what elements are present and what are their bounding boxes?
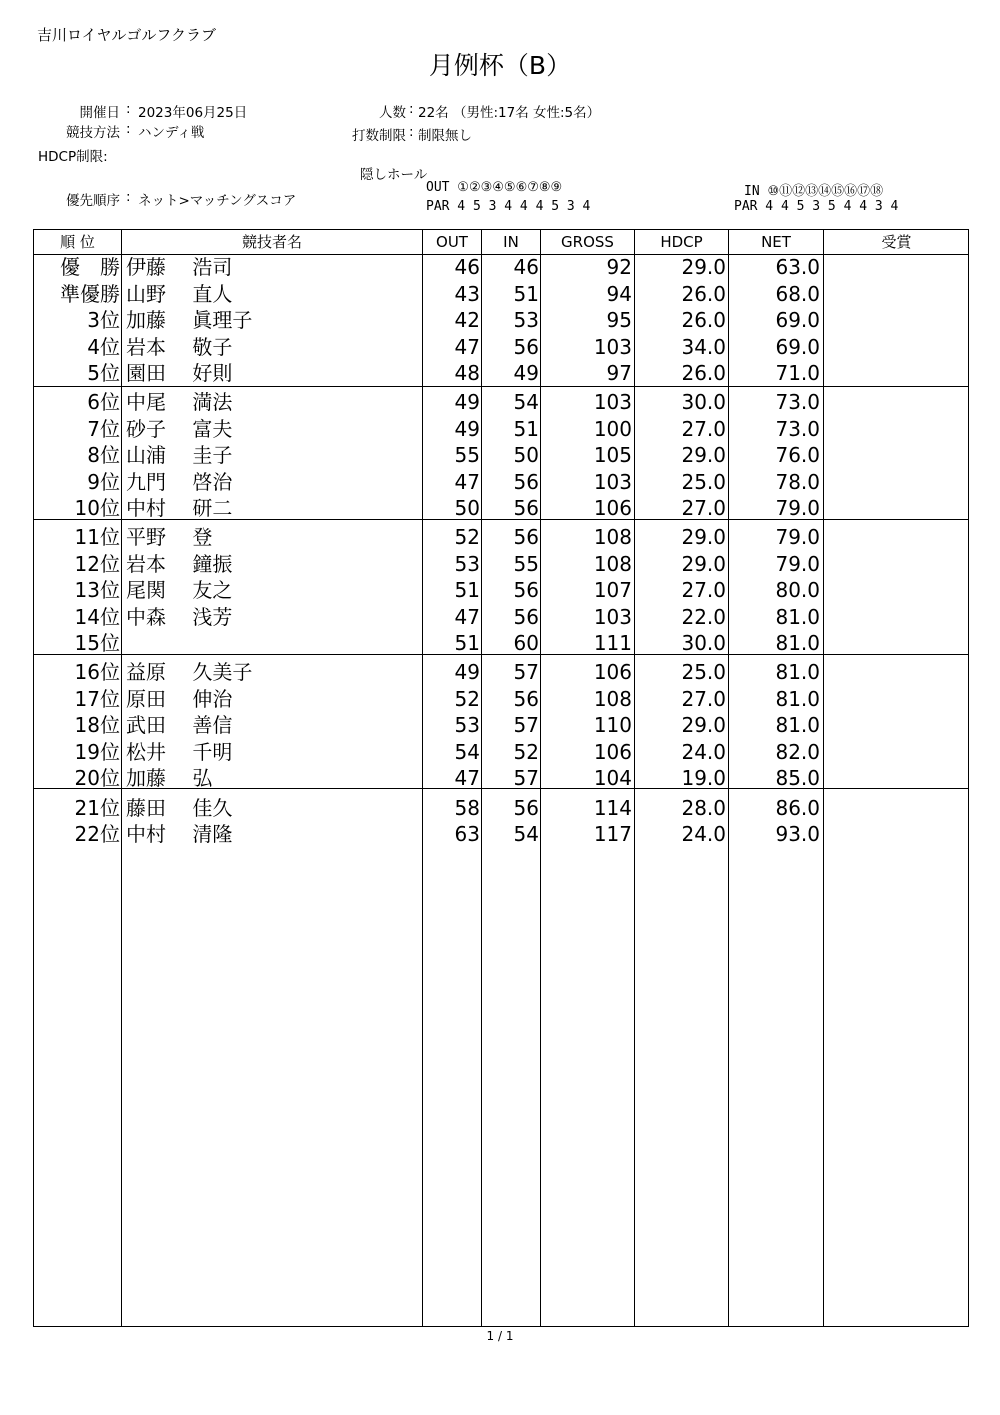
cell-gross: 100: [593, 416, 632, 441]
cell-gross: 92: [606, 255, 632, 279]
cell-out: 58: [454, 795, 480, 820]
cell-net: 81.0: [775, 660, 820, 684]
cell-name: 益原 久美子: [126, 660, 253, 684]
cell-in: 52: [513, 739, 539, 764]
cell-net: 71.0: [775, 361, 820, 385]
cell-rank: 3位: [87, 308, 120, 332]
cell-gross: 106: [593, 496, 632, 520]
table-row: [34, 416, 968, 443]
cell-net: 85.0: [775, 766, 820, 790]
cell-hdcp: 24.0: [681, 822, 726, 846]
cell-name: 中尾 満法: [126, 390, 233, 414]
cell-name: 原田 伸治: [126, 686, 233, 711]
cell-name: 九門 啓治: [126, 469, 233, 494]
page-title: 月例杯（B）: [428, 51, 572, 80]
cell-name: 中村 研二: [126, 496, 233, 520]
cell-rank: 4位: [87, 334, 120, 359]
cell-net: 79.0: [775, 551, 820, 576]
cell-in: 57: [513, 766, 539, 790]
cell-rank: 13位: [74, 578, 120, 602]
cell-gross: 117: [593, 822, 632, 846]
players-value: 22名 （男性:17名 女性:5名）: [418, 105, 601, 121]
cell-rank: 17位: [74, 686, 120, 711]
header-in: IN: [503, 233, 519, 251]
cell-rank: 14位: [74, 604, 120, 629]
header-out: OUT: [436, 233, 468, 251]
cell-gross: 107: [593, 578, 632, 602]
cell-hdcp: 22.0: [681, 604, 726, 629]
cell-rank: 11位: [74, 525, 120, 549]
cell-net: 79.0: [775, 525, 820, 549]
cell-in: 49: [513, 361, 539, 385]
table-row: [34, 577, 968, 604]
table-row: [34, 659, 968, 686]
players-label: 人数: [379, 105, 406, 121]
table-row: [34, 254, 968, 281]
cell-hdcp: 24.0: [681, 739, 726, 764]
players-sep: :: [409, 101, 414, 117]
date-value: 2023年06月25日: [138, 105, 248, 121]
cell-net: 80.0: [775, 578, 820, 602]
table-row: [34, 469, 968, 496]
cell-net: 76.0: [775, 443, 820, 467]
cell-in: 56: [513, 334, 539, 359]
cell-out: 54: [454, 739, 480, 764]
cell-out: 55: [454, 443, 480, 467]
table-body: [34, 254, 968, 848]
cell-out: 53: [454, 551, 480, 576]
cell-out: 47: [454, 334, 480, 359]
cell-net: 69.0: [775, 308, 820, 332]
cell-name: 園田 好則: [126, 361, 233, 385]
cell-gross: 103: [593, 469, 632, 494]
cell-out: 49: [454, 390, 480, 414]
cell-net: 79.0: [775, 496, 820, 520]
method-sep: :: [126, 121, 131, 137]
cell-hdcp: 29.0: [681, 443, 726, 467]
priority-value: ネット>マッチングスコア: [138, 193, 297, 209]
cell-net: 81.0: [775, 631, 820, 655]
cell-hdcp: 29.0: [681, 525, 726, 549]
cell-name: 砂子 富夫: [126, 416, 233, 441]
cell-name: 加藤 眞理子: [126, 308, 253, 332]
cell-net: 73.0: [775, 416, 820, 441]
cell-hdcp: 19.0: [681, 766, 726, 790]
cell-hdcp: 30.0: [681, 390, 726, 414]
cell-rank: 9位: [87, 469, 120, 494]
cell-name: 松井 千明: [126, 739, 233, 764]
cell-net: 73.0: [775, 390, 820, 414]
cell-net: 81.0: [775, 686, 820, 711]
cell-rank: 6位: [87, 390, 120, 414]
table-row: [34, 524, 968, 551]
cell-in: 56: [513, 604, 539, 629]
priority-sep: :: [126, 189, 131, 205]
cell-rank: 12位: [74, 551, 120, 576]
cell-in: 50: [513, 443, 539, 467]
hdcp-limit-text: HDCP制限: [38, 149, 104, 165]
cell-name: 平野 登: [126, 525, 213, 549]
cell-out: 43: [454, 281, 480, 306]
cell-gross: 108: [593, 525, 632, 549]
cell-gross: 105: [593, 443, 632, 467]
cell-rank: 優 勝: [60, 255, 120, 279]
in-holes: IN ⑩⑪⑫⑬⑭⑮⑯⑰⑱: [744, 184, 884, 199]
cell-rank: 20位: [74, 766, 120, 790]
table-row: [34, 495, 968, 522]
cell-hdcp: 34.0: [681, 334, 726, 359]
cell-gross: 103: [593, 390, 632, 414]
table-row: [34, 360, 968, 387]
cell-out: 52: [454, 525, 480, 549]
cell-name: 山浦 圭子: [126, 443, 233, 467]
stroke-limit-label: 打数制限: [352, 128, 406, 144]
cell-in: 56: [513, 525, 539, 549]
table-row: [34, 630, 968, 657]
cell-name: 山野 直人: [126, 281, 233, 306]
cell-net: 78.0: [775, 469, 820, 494]
hdcp-limit-label: HDCP制限:: [38, 149, 108, 165]
page-number: 1 / 1: [486, 1329, 514, 1343]
cell-net: 82.0: [775, 739, 820, 764]
cell-net: 69.0: [775, 334, 820, 359]
header-award: 受賞: [881, 233, 912, 251]
cell-in: 60: [513, 631, 539, 655]
cell-out: 46: [454, 255, 480, 279]
cell-name: 中村 清隆: [126, 822, 233, 846]
cell-in: 46: [513, 255, 539, 279]
cell-gross: 106: [593, 739, 632, 764]
table-row: [34, 712, 968, 739]
cell-rank: 19位: [74, 739, 120, 764]
cell-hdcp: 29.0: [681, 713, 726, 737]
stroke-limit-value: 制限無し: [418, 128, 472, 144]
table-row: [34, 389, 968, 416]
hidden-holes-label: 隠しホール: [360, 167, 428, 183]
cell-gross: 103: [593, 604, 632, 629]
cell-name: 加藤 弘: [126, 766, 213, 790]
cell-name: 武田 善信: [126, 713, 233, 737]
priority-label: 優先順序: [66, 193, 120, 209]
cell-net: 68.0: [775, 281, 820, 306]
cell-name: 岩本 鐘振: [126, 551, 233, 576]
cell-net: 93.0: [775, 822, 820, 846]
cell-hdcp: 27.0: [681, 686, 726, 711]
cell-gross: 103: [593, 334, 632, 359]
cell-net: 81.0: [775, 604, 820, 629]
cell-out: 48: [454, 361, 480, 385]
cell-in: 51: [513, 281, 539, 306]
results-table: [33, 229, 969, 1327]
cell-rank: 10位: [74, 496, 120, 520]
method-value: ハンディ戦: [138, 125, 205, 141]
club-name: 吉川ロイヤルゴルフクラブ: [37, 26, 216, 44]
method-label: 競技方法: [66, 125, 120, 141]
table-row: [34, 795, 968, 822]
cell-in: 57: [513, 660, 539, 684]
cell-in: 56: [513, 469, 539, 494]
cell-out: 47: [454, 766, 480, 790]
cell-out: 63: [454, 822, 480, 846]
cell-name: 中森 浅芳: [126, 604, 233, 629]
table-row: [34, 604, 968, 631]
cell-in: 56: [513, 496, 539, 520]
table-row: [34, 307, 968, 334]
cell-name: 伊藤 浩司: [126, 255, 233, 279]
cell-hdcp: 26.0: [681, 308, 726, 332]
table-row: [34, 442, 968, 469]
cell-net: 81.0: [775, 713, 820, 737]
cell-name: 尾関 友之: [126, 578, 233, 602]
out-par: PAR 4 5 3 4 4 4 5 3 4: [426, 199, 591, 214]
cell-gross: 108: [593, 686, 632, 711]
cell-rank: 15位: [74, 631, 120, 655]
cell-out: 42: [454, 308, 480, 332]
in-par: PAR 4 4 5 3 5 4 4 3 4: [734, 199, 899, 214]
out-holes: OUT ①②③④⑤⑥⑦⑧⑨: [426, 180, 563, 195]
cell-rank: 7位: [87, 416, 120, 441]
cell-hdcp: 27.0: [681, 578, 726, 602]
header-gross: GROSS: [561, 233, 614, 251]
table-row: [34, 821, 968, 848]
cell-rank: 22位: [74, 822, 120, 846]
cell-net: 86.0: [775, 795, 820, 820]
cell-gross: 95: [606, 308, 632, 332]
table-row: [34, 765, 968, 792]
header-hdcp: HDCP: [660, 233, 703, 251]
cell-in: 54: [513, 822, 539, 846]
cell-gross: 108: [593, 551, 632, 576]
cell-in: 55: [513, 551, 539, 576]
cell-hdcp: 25.0: [681, 469, 726, 494]
stroke-limit-sep: :: [409, 124, 414, 140]
cell-gross: 104: [593, 766, 632, 790]
date-sep: :: [126, 101, 131, 117]
cell-rank: 8位: [87, 443, 120, 467]
table-row: [34, 686, 968, 713]
cell-out: 52: [454, 686, 480, 711]
cell-hdcp: 27.0: [681, 496, 726, 520]
header-rank: 順 位: [60, 233, 95, 251]
cell-rank: 21位: [74, 795, 120, 820]
cell-hdcp: 27.0: [681, 416, 726, 441]
cell-in: 54: [513, 390, 539, 414]
cell-rank: 準優勝: [60, 281, 120, 306]
cell-hdcp: 26.0: [681, 361, 726, 385]
cell-hdcp: 29.0: [681, 551, 726, 576]
cell-in: 56: [513, 795, 539, 820]
cell-out: 47: [454, 604, 480, 629]
cell-gross: 111: [593, 631, 632, 655]
date-label: 開催日: [79, 105, 120, 121]
cell-name: 岩本 敬子: [126, 334, 233, 359]
cell-hdcp: 30.0: [681, 631, 726, 655]
cell-net: 63.0: [775, 255, 820, 279]
cell-rank: 16位: [74, 660, 120, 684]
cell-hdcp: 25.0: [681, 660, 726, 684]
cell-out: 49: [454, 416, 480, 441]
cell-gross: 106: [593, 660, 632, 684]
cell-name: 藤田 佳久: [126, 795, 233, 820]
cell-out: 50: [454, 496, 480, 520]
cell-hdcp: 28.0: [681, 795, 726, 820]
cell-in: 57: [513, 713, 539, 737]
table-row: [34, 334, 968, 361]
cell-out: 51: [454, 578, 480, 602]
cell-gross: 114: [593, 795, 632, 820]
cell-in: 56: [513, 578, 539, 602]
header-net: NET: [761, 233, 791, 251]
cell-gross: 97: [606, 361, 632, 385]
cell-in: 56: [513, 686, 539, 711]
cell-out: 53: [454, 713, 480, 737]
table-row: [34, 551, 968, 578]
cell-out: 51: [454, 631, 480, 655]
cell-hdcp: 29.0: [681, 255, 726, 279]
cell-out: 47: [454, 469, 480, 494]
cell-in: 53: [513, 308, 539, 332]
table-row: [34, 739, 968, 766]
header-name: 競技者名: [241, 233, 302, 251]
cell-out: 49: [454, 660, 480, 684]
cell-gross: 94: [606, 281, 632, 306]
cell-hdcp: 26.0: [681, 281, 726, 306]
cell-rank: 18位: [74, 713, 120, 737]
cell-gross: 110: [593, 713, 632, 737]
table-row: [34, 281, 968, 308]
cell-in: 51: [513, 416, 539, 441]
cell-rank: 5位: [87, 361, 120, 385]
